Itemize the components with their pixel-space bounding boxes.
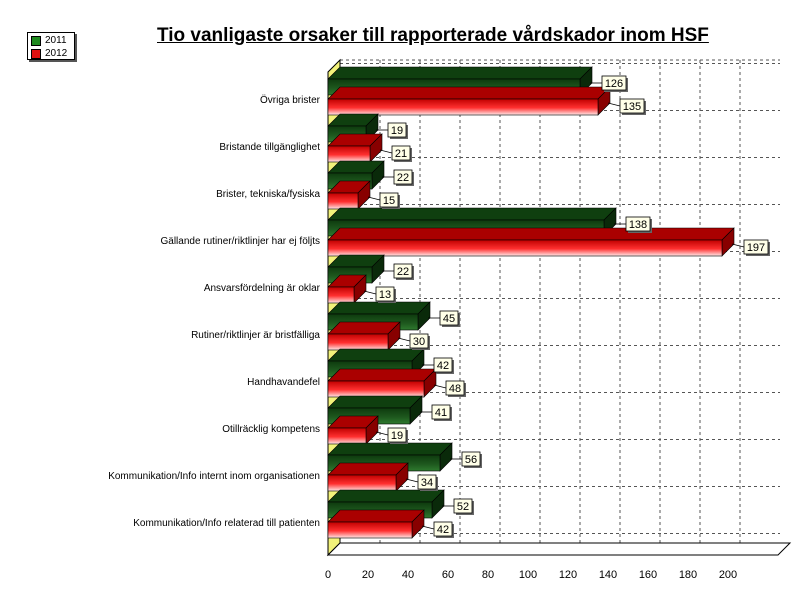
- bar-front-face: [328, 287, 354, 303]
- x-tick-label: 120: [558, 569, 578, 581]
- value-label: [380, 146, 412, 162]
- value-label-text: 22: [396, 172, 410, 184]
- floor: [328, 543, 790, 555]
- x-tick-label: 60: [441, 569, 455, 581]
- value-label-text: 30: [412, 336, 426, 348]
- value-label: [420, 405, 452, 421]
- value-label-text: 56: [464, 454, 478, 466]
- category-label: Otillräcklig kompetens: [222, 424, 320, 435]
- x-tick-label: 200: [718, 569, 738, 581]
- bar-2012: [328, 87, 610, 115]
- value-label-text: 197: [746, 242, 766, 254]
- bar-2012: [328, 322, 400, 350]
- value-label: [450, 452, 482, 468]
- bar-front-face: [328, 193, 358, 209]
- bar-top-face: [328, 490, 444, 502]
- bar-top-face: [328, 87, 610, 99]
- bar-2012: [328, 510, 424, 538]
- value-label: [382, 170, 414, 186]
- bar-front-face: [328, 428, 366, 444]
- category-label: Brister, tekniska/fysiska: [216, 189, 320, 200]
- bar-front-face: [328, 240, 722, 256]
- bar-top-face: [328, 349, 424, 361]
- bar-2012: [328, 369, 436, 397]
- bar-2012: [328, 416, 378, 444]
- value-label-leader: [406, 479, 418, 482]
- value-label: [422, 522, 454, 538]
- value-label-text: 48: [448, 383, 462, 395]
- legend-swatch-2011: [31, 36, 41, 46]
- value-label: [608, 99, 646, 115]
- legend-swatch-2012: [31, 49, 41, 59]
- value-label-text: 45: [442, 313, 456, 325]
- value-label-leader: [732, 244, 744, 247]
- bar-top-face: [328, 228, 734, 240]
- bar-2012: [328, 463, 408, 491]
- category-label: Gällande rutiner/riktlinjer har ej följts: [160, 236, 320, 247]
- bar-top-face: [328, 302, 430, 314]
- value-label-text: 34: [420, 477, 434, 489]
- value-label-text: 42: [436, 524, 450, 536]
- value-label: [442, 499, 474, 515]
- value-label: [732, 240, 770, 256]
- bar-top-face: [328, 322, 400, 334]
- bar-front-face: [328, 475, 396, 491]
- category-label: Handhavandefel: [247, 377, 320, 388]
- x-tick-label: 80: [481, 569, 495, 581]
- value-label-leader: [368, 197, 380, 200]
- bar-top-face: [328, 463, 408, 475]
- bar-top-face: [328, 208, 616, 220]
- x-tick-label: 180: [678, 569, 698, 581]
- category-label: Kommunikation/Info relaterad till patienten: [133, 518, 320, 529]
- bar-front-face: [328, 381, 424, 397]
- chart-title: Tio vanligaste orsaker till rapporterade vårdskador inom HSF: [157, 25, 709, 46]
- value-label: [368, 193, 400, 209]
- value-label-text: 138: [628, 219, 648, 231]
- value-label-text: 15: [382, 195, 396, 207]
- category-label: Övriga brister: [259, 95, 320, 106]
- value-label-text: 19: [390, 125, 404, 137]
- bar-front-face: [328, 522, 412, 538]
- value-label: [434, 381, 466, 397]
- value-label-leader: [434, 385, 446, 388]
- category-label: Kommunikation/Info internt inom organisationen: [108, 471, 320, 482]
- bar-top-face: [328, 510, 424, 522]
- x-tick-label: 100: [518, 569, 538, 581]
- value-label-text: 42: [436, 360, 450, 372]
- x-tick-label: 20: [361, 569, 375, 581]
- value-label-text: 41: [434, 407, 448, 419]
- legend: [27, 32, 75, 60]
- value-label-leader: [398, 338, 410, 341]
- legend-item-2011: [31, 34, 71, 47]
- value-label-text: 21: [394, 148, 408, 160]
- value-label-leader: [608, 103, 620, 106]
- bar-2012: [328, 134, 382, 162]
- value-label-leader: [422, 526, 434, 529]
- value-label-text: 13: [378, 289, 392, 301]
- legend-label-2012: 2012: [45, 48, 68, 59]
- x-tick-label: 40: [401, 569, 415, 581]
- value-label-leader: [376, 432, 388, 435]
- bar-top-face: [328, 67, 592, 79]
- value-label: [406, 475, 438, 491]
- value-label-text: 126: [604, 78, 624, 90]
- value-label: [364, 287, 396, 303]
- value-label-leader: [364, 291, 376, 294]
- x-tick-label: 0: [324, 569, 332, 581]
- category-label: Ansvarsfördelning är oklar: [203, 283, 320, 294]
- value-label-text: 135: [622, 101, 642, 113]
- bar-front-face: [328, 334, 388, 350]
- bar-2012: [328, 228, 734, 256]
- value-label-text: 52: [456, 501, 470, 513]
- bar-front-face: [328, 99, 598, 115]
- category-label: Rutiner/riktlinjer är bristfälliga: [191, 330, 320, 341]
- value-label: [398, 334, 430, 350]
- legend-label-2011: 2011: [45, 35, 67, 46]
- x-tick-label: 140: [598, 569, 618, 581]
- bar-top-face: [328, 396, 422, 408]
- bar-top-face: [328, 443, 452, 455]
- category-label: Bristande tillgänglighet: [219, 142, 320, 153]
- value-label-text: 22: [396, 266, 410, 278]
- value-label: [376, 428, 408, 444]
- value-label-leader: [380, 150, 392, 153]
- value-label: [382, 264, 414, 280]
- value-label: [428, 311, 460, 327]
- value-label-text: 19: [390, 430, 404, 442]
- bar-top-face: [328, 369, 436, 381]
- bar-front-face: [328, 146, 370, 162]
- x-tick-label: 160: [638, 569, 658, 581]
- legend-item-2012: [31, 47, 71, 60]
